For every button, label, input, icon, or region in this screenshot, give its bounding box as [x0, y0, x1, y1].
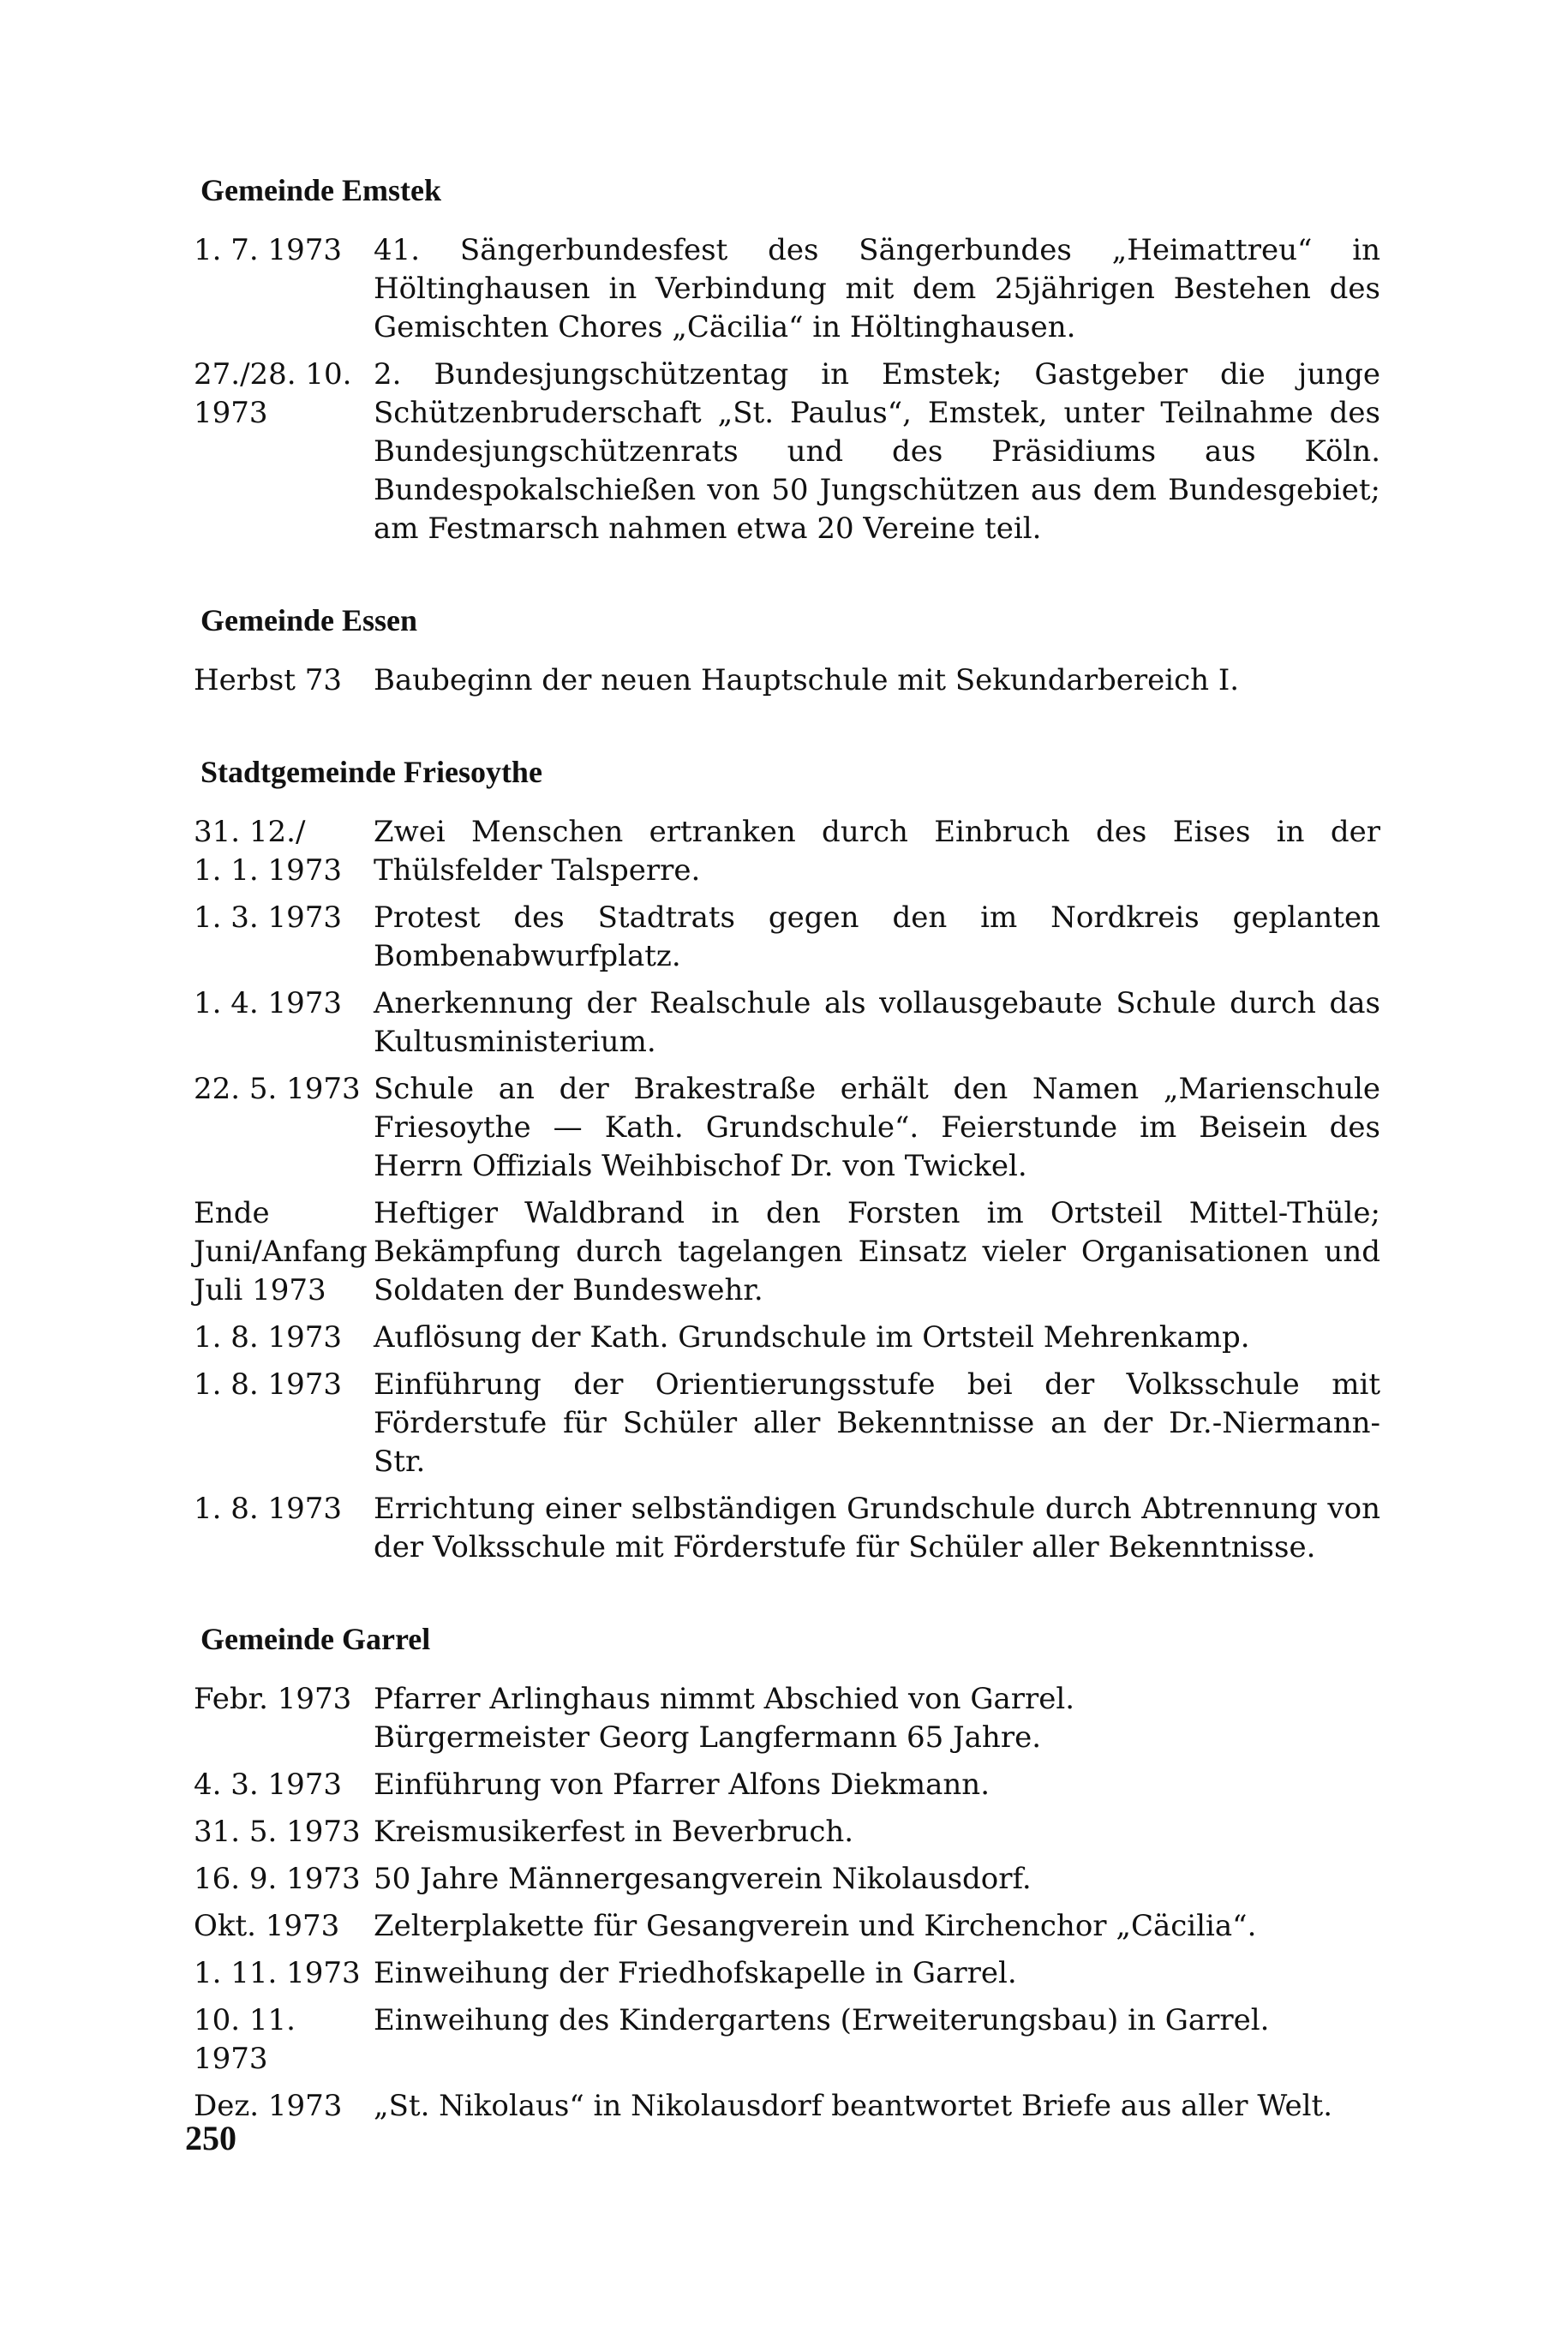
chronicle-entry	[194, 661, 1380, 700]
entry-date: 31. 12./ 1. 1. 1973	[194, 815, 343, 888]
chronicle-entry	[194, 231, 1380, 347]
chronicle-entry	[194, 1194, 1380, 1310]
page-content	[194, 171, 1380, 2179]
entry-text: Anerkennung der Realschule als vollausgebaute Schule durch das Kultusministerium.	[374, 986, 1380, 1059]
section-heading: Stadtgemeinde Friesoythe	[200, 755, 542, 789]
entry-date: Okt. 1973	[194, 1909, 340, 1943]
entry-text: Errichtung einer selbständigen Grundschule durch Abtrennung von der Volksschule mit Förderstufe für Schüler aller Bekenntnisse.	[374, 1492, 1380, 1564]
chronicle-entry	[194, 2087, 1380, 2126]
chronicle-entry	[194, 356, 1380, 548]
entry-text: Einführung von Pfarrer Alfons Diekmann.	[374, 1768, 990, 1802]
entry-text: Schule an der Brakestraße erhält den Namen „Marienschule Friesoythe — Kath. Grundschule“. Feierstunde im Beisein des Herrn Offizials Weihbischof Dr. von Twickel.	[374, 1072, 1380, 1183]
entry-date: Febr. 1973	[194, 1682, 352, 1716]
section-friesoythe	[194, 753, 1380, 1567]
entry-text: Kreismusikerfest in Beverbruch.	[374, 1815, 854, 1849]
entry-text: Einweihung des Kindergartens (Erweiterungsbau) in Garrel.	[374, 2003, 1270, 2037]
section-garrel	[194, 1620, 1380, 2126]
section-heading: Gemeinde Emstek	[200, 173, 441, 207]
entry-date: 1. 8. 1973	[194, 1492, 343, 1526]
entry-date: Herbst 73	[194, 663, 342, 697]
entry-text: „St. Nikolaus“ in Nikolausdorf beantwortet Briefe aus aller Welt.	[374, 2089, 1333, 2123]
chronicle-entry	[194, 1070, 1380, 1186]
entry-date: 1. 8. 1973	[194, 1320, 343, 1355]
section-heading: Gemeinde Garrel	[200, 1622, 431, 1656]
chronicle-entry	[194, 1366, 1380, 1481]
entry-date: 1. 4. 1973	[194, 986, 343, 1020]
chronicle-entry	[194, 1907, 1380, 1946]
chronicle-entry	[194, 813, 1380, 890]
entry-date: 27./28. 10. 1973	[194, 357, 352, 430]
entry-text: 50 Jahre Männergesangverein Nikolausdorf.	[374, 1862, 1032, 1896]
entry-text: Protest des Stadtrats gegen den im Nordkreis geplanten Bombenabwurfplatz.	[374, 900, 1380, 973]
page-number: 250	[185, 2119, 236, 2157]
chronicle-entry	[194, 1680, 1380, 1757]
section-essen	[194, 601, 1380, 700]
entry-text: Zwei Menschen ertranken durch Einbruch des Eises in der Thülsfelder Talsperre.	[374, 815, 1380, 888]
entry-date: Dez. 1973	[194, 2089, 343, 2123]
chronicle-entry	[194, 1954, 1380, 1993]
entry-text: Zelterplakette für Gesangverein und Kirchenchor „Cäcilia“.	[374, 1909, 1257, 1943]
entry-text: Pfarrer Arlinghaus nimmt Abschied von Garrel. Bürgermeister Georg Langfermann 65 Jahre.	[374, 1682, 1075, 1755]
section-emstek	[194, 171, 1380, 548]
entry-date: 4. 3. 1973	[194, 1768, 343, 1802]
entry-date: 1. 8. 1973	[194, 1367, 343, 1402]
chronicle-entry	[194, 899, 1380, 976]
chronicle-entry	[194, 2001, 1380, 2079]
entry-text: Heftiger Waldbrand in den Forsten im Ortsteil Mittel-Thüle; Bekämpfung durch tagelangen Einsatz vieler Organisationen und Soldaten der Bundeswehr.	[374, 1196, 1380, 1307]
entry-text: Einführung der Orientierungsstufe bei der Volksschule mit Förderstufe für Schüler aller Bekenntnisse an der Dr.-Niermann-Str.	[374, 1367, 1380, 1479]
entry-date: 22. 5. 1973	[194, 1072, 361, 1106]
chronicle-entry	[194, 1813, 1380, 1851]
chronicle-entry	[194, 1319, 1380, 1357]
entry-date: Ende Juni/Anfang Juli 1973	[194, 1196, 368, 1307]
section-heading: Gemeinde Essen	[200, 603, 418, 637]
entry-text: 2. Bundesjungschützentag in Emstek; Gastgeber die junge Schützenbruderschaft „St. Paulus“, Emstek, unter Teilnahme des Bundesjungschützenrats und des Präsidiums aus Köln. Bundespokalschießen von 50 Jungschützen aus dem Bundesgebiet; am Festmarsch nahmen etwa 20 Vereine teil.	[374, 357, 1380, 546]
entry-text: 41. Sängerbundesfest des Sängerbundes „Heimattreu“ in Höltinghausen in Verbindung mit dem 25jährigen Bestehen des Gemischten Chores „Cäcilia“ in Höltinghausen.	[374, 233, 1380, 344]
entry-text: Einweihung der Friedhofskapelle in Garrel.	[374, 1956, 1017, 1990]
chronicle-entry	[194, 1490, 1380, 1567]
chronicle-entry	[194, 984, 1380, 1062]
entry-date: 31. 5. 1973	[194, 1815, 361, 1849]
entry-text: Baubeginn der neuen Hauptschule mit Sekundarbereich I.	[374, 663, 1240, 697]
entry-text: Auflösung der Kath. Grundschule im Ortsteil Mehrenkamp.	[374, 1320, 1250, 1355]
entry-date: 10. 11. 1973	[194, 2003, 296, 2076]
chronicle-entry	[194, 1860, 1380, 1899]
entry-date: 16. 9. 1973	[194, 1862, 361, 1896]
entry-date: 1. 3. 1973	[194, 900, 343, 935]
chronicle-entry	[194, 1766, 1380, 1804]
entry-date: 1. 11. 1973	[194, 1956, 361, 1990]
entry-date: 1. 7. 1973	[194, 233, 343, 267]
